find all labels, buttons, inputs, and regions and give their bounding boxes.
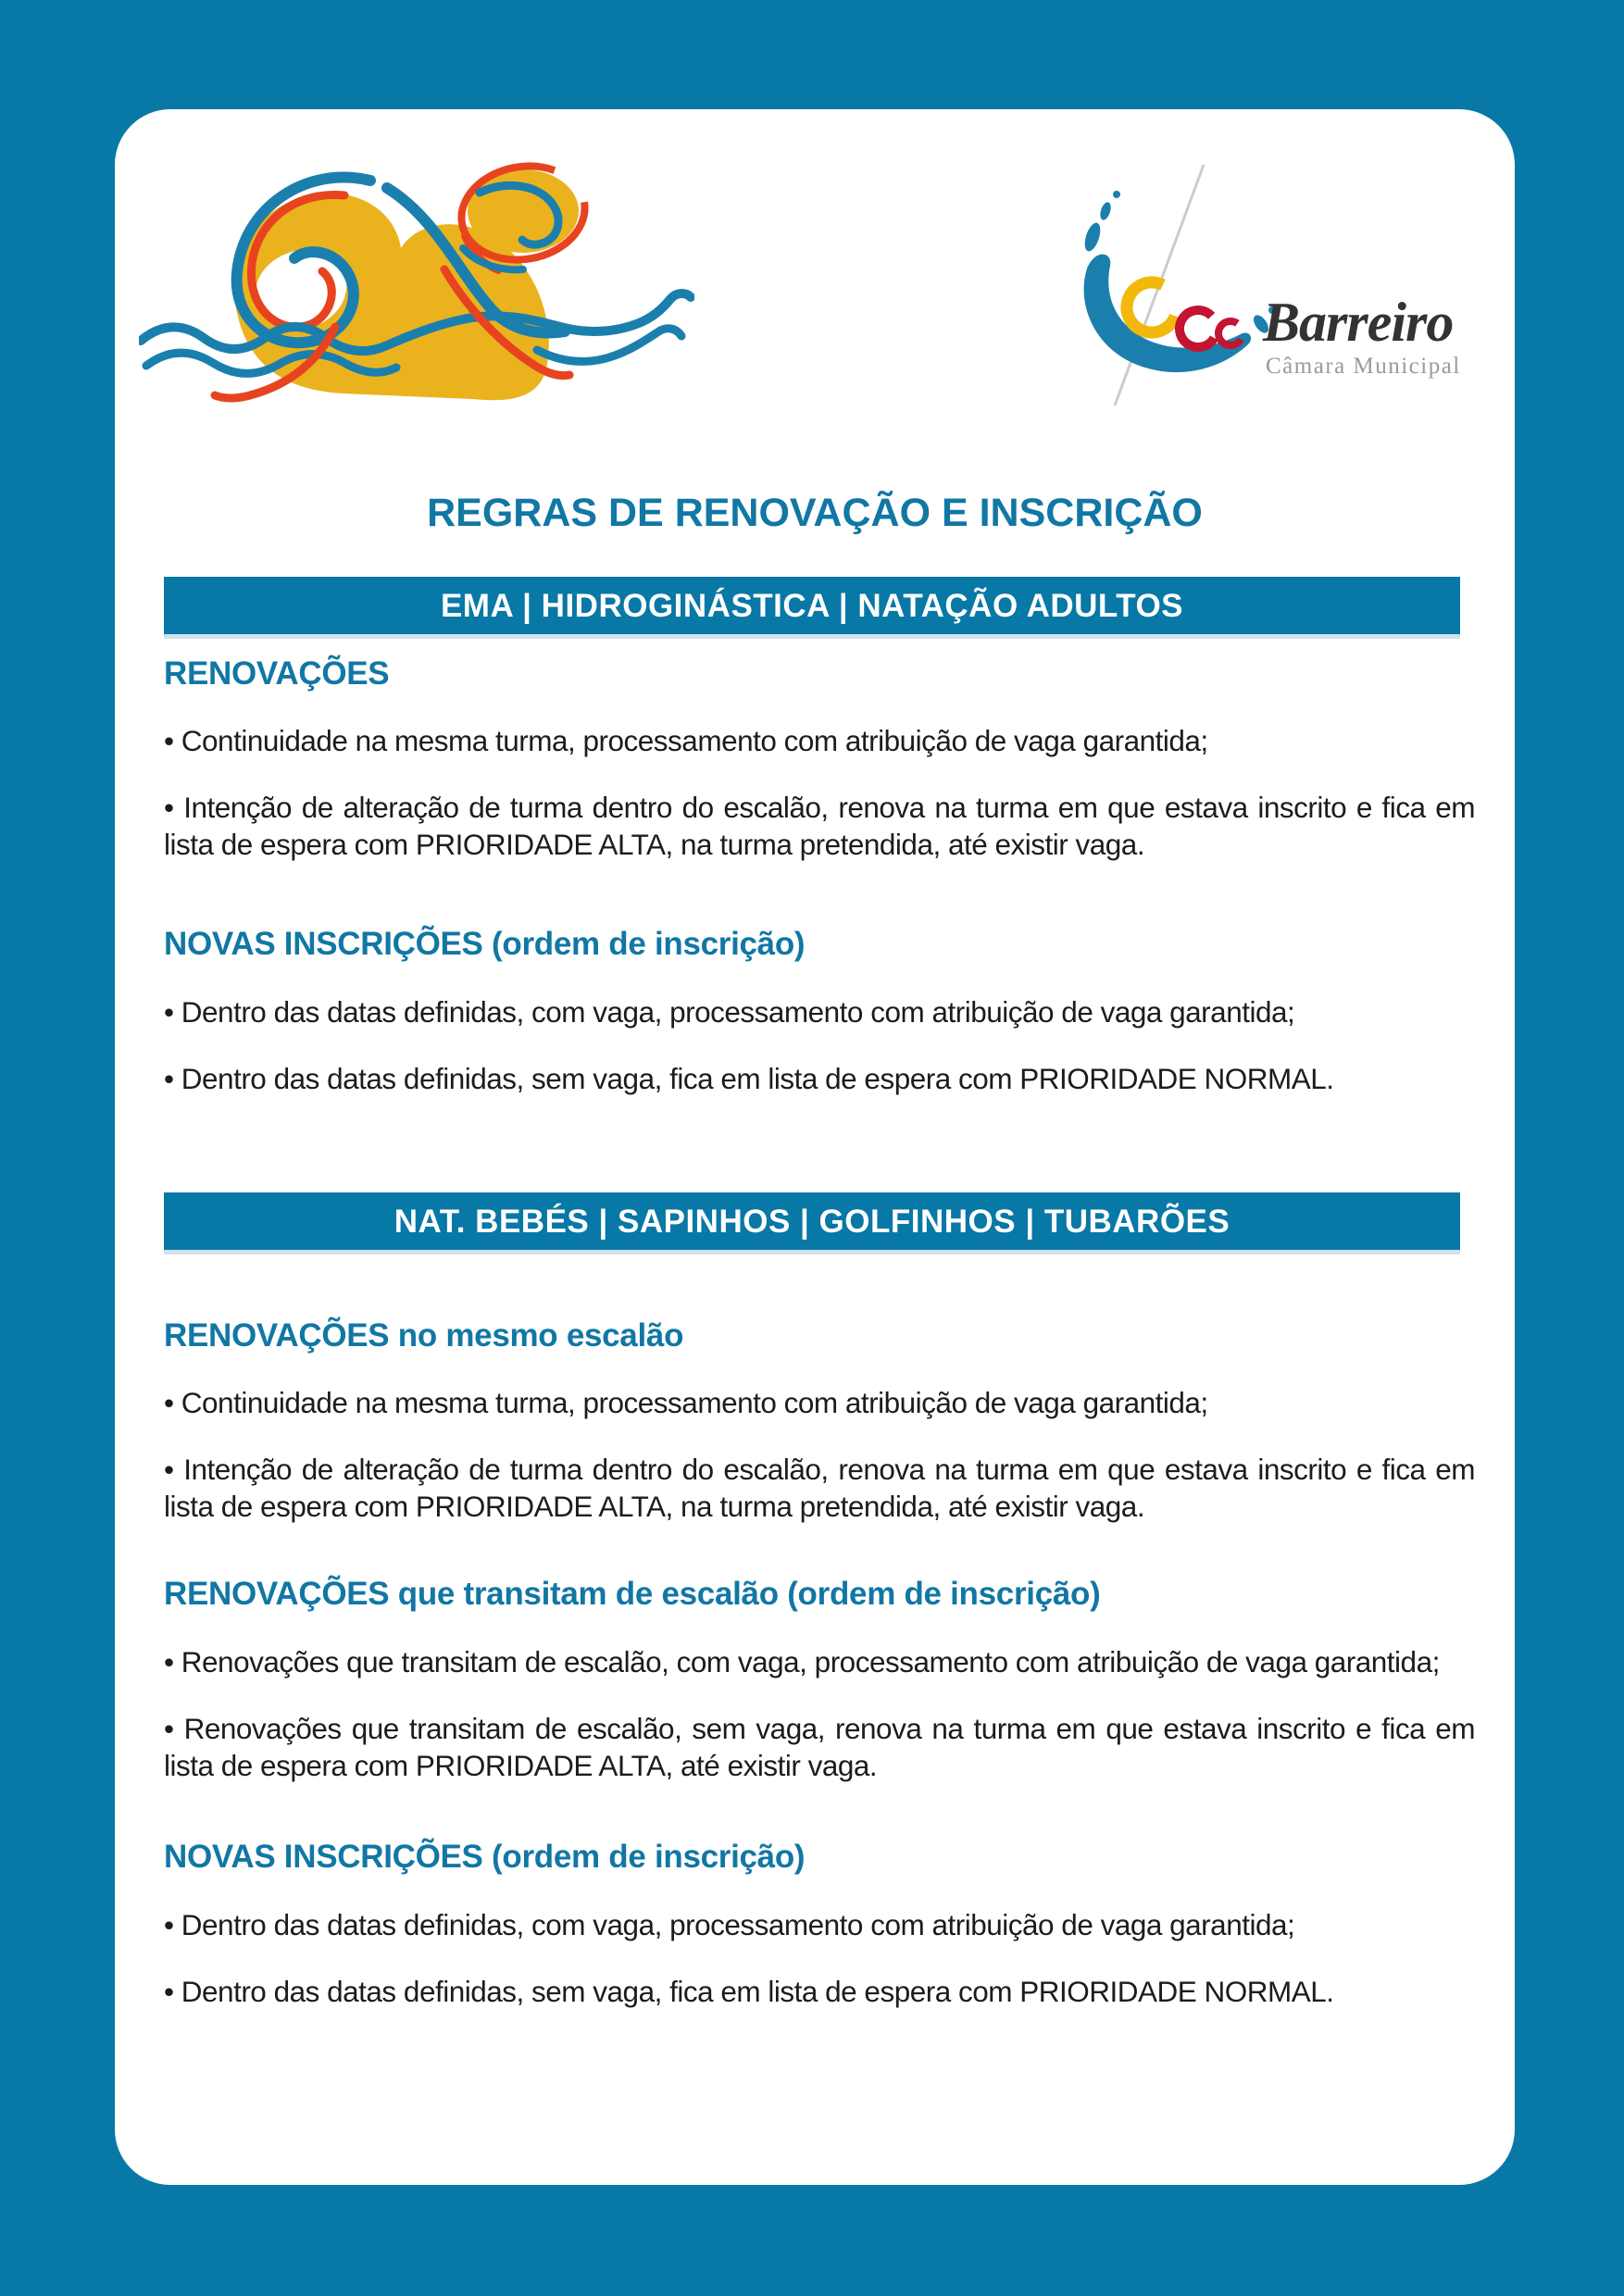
barreiro-splash-icon (1068, 157, 1291, 435)
bullet-item: • Continuidade na mesma turma, processamento com atribuição de vaga garantida; (164, 724, 1208, 757)
sun-icon (454, 160, 592, 270)
brand-subtitle: Câmara Municipal (1266, 354, 1461, 379)
swimmer-wave-logo (139, 160, 694, 410)
section-heading-novas-inscricoes: NOVAS INSCRIÇÕES (ordem de inscrição) (164, 926, 806, 962)
splash-icon (1081, 191, 1276, 372)
section-heading-renovacoes-transitam: RENOVAÇÕES que transitam de escalão (ordem de inscrição) (164, 1576, 1101, 1612)
bullet-item: • Renovações que transitam de escalão, com vaga, processamento com atribuição de vaga garantida; (164, 1645, 1440, 1678)
bullet-item: • Renovações que transitam de escalão, sem vaga, renova na turma em que estava inscrito e fica em lista de espera com PRIORIDADE ALTA, até existir vaga. (164, 1712, 1475, 1782)
flyer-card (115, 109, 1515, 2185)
section-banner-ema: EMA | HIDROGINÁSTICA | NATAÇÃO ADULTOS (164, 577, 1460, 634)
bullet-item: • Dentro das datas definidas, com vaga, processamento com atribuição de vaga garantida; (164, 1908, 1295, 1941)
brand-name: Barreiro (1263, 292, 1454, 353)
section-heading-renovacoes-mesmo-escalao: RENOVAÇÕES no mesmo escalão (164, 1317, 684, 1354)
bullet-item: • Continuidade na mesma turma, processamento com atribuição de vaga garantida; (164, 1386, 1208, 1419)
bullet-item: • Dentro das datas definidas, sem vaga, fica em lista de espera com PRIORIDADE NORMAL. (164, 1975, 1334, 2008)
bullet-item: • Intenção de alteração de turma dentro do escalão, renova na turma em que estava inscrito e fica em lista de espera com PRIORIDADE ALTA, na turma pretendida, até existir vaga. (164, 791, 1475, 861)
bullet-item: • Dentro das datas definidas, sem vaga, fica em lista de espera com PRIORIDADE NORMAL. (164, 1062, 1334, 1095)
section-heading-novas-inscricoes-2: NOVAS INSCRIÇÕES (ordem de inscrição) (164, 1839, 806, 1875)
page-title: REGRAS DE RENOVAÇÃO E INSCRIÇÃO (427, 491, 1203, 535)
bullet-item: • Dentro das datas definidas, com vaga, processamento com atribuição de vaga garantida; (164, 995, 1295, 1029)
section-banner-natacao: NAT. BEBÉS | SAPINHOS | GOLFINHOS | TUBARÕES (164, 1192, 1460, 1250)
section-heading-renovacoes: RENOVAÇÕES (164, 655, 390, 692)
bullet-item: • Intenção de alteração de turma dentro do escalão, renova na turma em que estava inscrito e fica em lista de espera com PRIORIDADE ALTA, na turma pretendida, até existir vaga. (164, 1453, 1475, 1523)
